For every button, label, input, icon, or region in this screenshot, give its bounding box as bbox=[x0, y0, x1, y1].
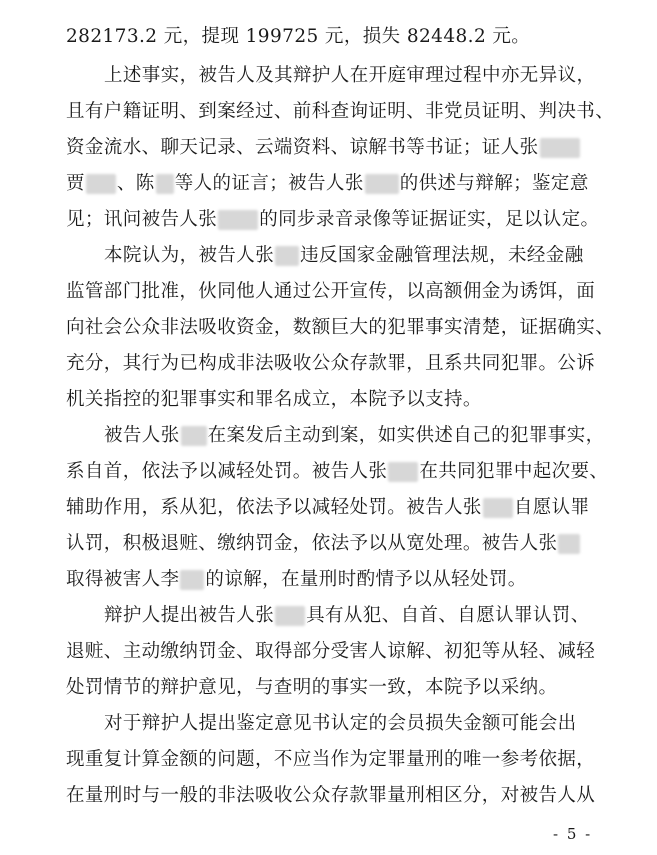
redaction-mark bbox=[365, 174, 399, 194]
redaction-mark bbox=[180, 570, 204, 590]
text-line: 且有户籍证明、到案经过、前科查询证明、非党员证明、判决书、 bbox=[66, 101, 615, 122]
text-line: 监管部门批准，伙同他人通过公开宣传，以高额佣金为诱饵，面 bbox=[66, 281, 596, 302]
text-line: 贾 、陈 等人的证言；被告人张 的供述与辩解；鉴定意 bbox=[66, 173, 589, 194]
redaction-mark bbox=[558, 534, 580, 554]
text-line: 充分，其行为已构成非法吸收公众存款罪，且系共同犯罪。公诉 bbox=[66, 353, 596, 374]
paragraph-first-line: 本院认为，被告人张 违反国家金融管理法规，未经金融 bbox=[104, 245, 584, 266]
paragraph-first-line: 对于辩护人提出鉴定意见书认定的会员损失金额可能会出 bbox=[104, 713, 577, 734]
redaction-mark bbox=[218, 210, 258, 230]
text-line: 辅助作用，系从犯，依法予以减轻处罚。被告人张 自愿认罪 bbox=[66, 497, 590, 518]
redaction-mark bbox=[275, 246, 299, 266]
text-line: 282173.2 元，提现 199725 元，损失 82448.2 元。 bbox=[66, 26, 531, 47]
paragraph-first-line: 被告人张 在案发后主动到案，如实供述自己的犯罪事实， bbox=[104, 425, 605, 446]
paragraph-first-line: 上述事实，被告人及其辩护人在开庭审理过程中亦无异议， bbox=[104, 65, 596, 86]
redaction-mark bbox=[275, 606, 305, 626]
text-line: 见；讯问被告人张 的同步录音录像等证据证实，足以认定。 bbox=[66, 209, 600, 230]
redaction-mark bbox=[483, 498, 513, 518]
redaction-mark bbox=[181, 426, 207, 446]
redaction-mark bbox=[388, 462, 418, 482]
redaction-mark bbox=[156, 174, 174, 194]
text-line: 取得被害人李 的谅解，在量刑时酌情予以从轻处罚。 bbox=[66, 569, 527, 590]
text-line: 向社会公众非法吸收资金，数额巨大的犯罪事实清楚，证据确实、 bbox=[66, 317, 615, 338]
text-line: 现重复计算金额的问题，不应当作为定罪量刑的唯一参考依据， bbox=[66, 749, 596, 770]
page-number: - 5 - bbox=[553, 825, 593, 843]
text-line: 退赃、主动缴纳罚金、取得部分受害人谅解、初犯等从轻、减轻 bbox=[66, 641, 596, 662]
redaction-mark bbox=[86, 174, 116, 194]
text-line: 在量刑时与一般的非法吸收公众存款罪量刑相区分，对被告人从 bbox=[66, 785, 596, 806]
redaction-mark bbox=[540, 138, 580, 158]
paragraph-first-line: 辩护人提出被告人张 具有从犯、自首、自愿认罪认罚、 bbox=[104, 605, 590, 626]
text-line: 系自首，依法予以减轻处罚。被告人张 在共同犯罪中起次要、 bbox=[66, 461, 609, 482]
text-line: 资金流水、聊天记录、云端资料、谅解书等书证；证人张 bbox=[66, 130, 606, 166]
text-line: 认罚，积极退赃、缴纳罚金，依法予以从宽处理。被告人张 bbox=[66, 526, 606, 562]
text-line: 机关指控的犯罪事实和罪名成立，本院予以支持。 bbox=[66, 389, 482, 410]
text-line: 处罚情节的辩护意见，与查明的事实一致，本院予以采纳。 bbox=[66, 677, 558, 698]
